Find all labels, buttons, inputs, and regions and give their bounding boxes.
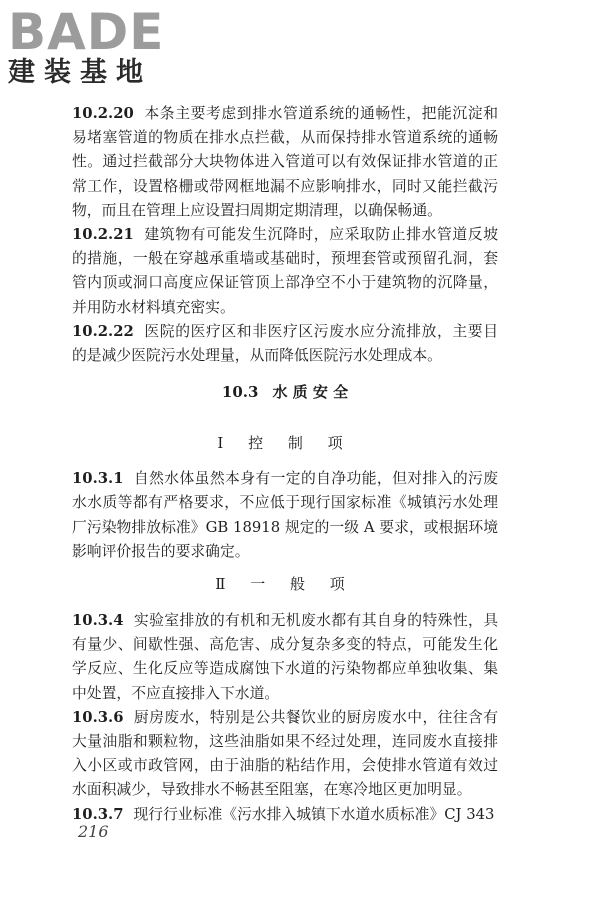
section-heading [72, 380, 498, 404]
clause-number: 10.3.1 [72, 470, 124, 488]
clause-text: 建筑物有可能发生沉降时，应采取防止排水管道反坡的措施，一般在穿越承重墙或基础时，预埋套管或预留孔洞，套管内顶或洞口高度应保证管顶上部净空不小于建筑物的沉降量，并用防水材料填充密实。 [72, 226, 498, 316]
section-number: 10.3 [221, 383, 259, 402]
clause-10-2-21 [72, 223, 498, 320]
logo-subtitle: 建装基地 [8, 57, 152, 88]
clause-text: 实验室排放的有机和无机废水都有其自身的特殊性，具有量少、间歇性强、高危害、成分复杂多变的特点，可能发生化学反应、生化反应等造成腐蚀下水道的污染物都应单独收集、集中处置，不应直接排入下水道。 [72, 612, 498, 702]
clause-text: 医院的医疗区和非医疗区污废水应分流排放，主要目的是减少医院污水处理量，从而降低医院污水处理成本。 [72, 322, 498, 365]
clause-number: 10.2.22 [72, 322, 134, 340]
clause-10-2-20 [72, 102, 498, 223]
clause-10-3-4 [72, 609, 498, 706]
subsection-heading-control: Ⅰ 控 制 项 [217, 434, 353, 453]
clause-text: 厨房废水，特别是公共餐饮业的厨房废水中，往往含有大量油脂和颗粒物，这些油脂如果不经过处理，连同废水直接排入小区或市政管网，由于油脂的粘结作用，会使排水管道有效过水面积减少，导致排水不畅甚至阻塞，在寒冷地区更加明显。 [72, 708, 498, 799]
document-body [72, 102, 498, 827]
section-title: 水 质 安 全 [272, 383, 349, 402]
clause-10-3-7 [72, 803, 498, 827]
clause-10-3-6 [72, 706, 498, 803]
clause-number: 10.3.4 [72, 612, 124, 630]
clause-text: 本条主要考虑到排水管道系统的通畅性，把能沉淀和易堵塞管道的物质在排水点拦截，从而保持排水管道系统的通畅性。通过拦截部分大块物体进入管道可以有效保证排水管道的正常工作，设置格栅或带网框地漏不应影响排水，同时又能拦截污物，而且在管理上应设置扫周期定期清理，以确保畅通。 [72, 105, 498, 219]
clause-10-3-1 [72, 467, 498, 564]
subsection-heading-general: Ⅱ 一 般 项 [215, 575, 355, 594]
clause-number: 10.3.7 [72, 805, 124, 823]
clause-text: 自然水体虽然本身有一定的自净功能，但对排入的污废水水质等都有严格要求，不应低于现行国家标准《城镇污水处理厂污染物排放标准》GB 18918 规定的一级 A 要求，或根据环境影响评价报告的要求确定。 [72, 470, 498, 560]
page-number: 216 [78, 822, 109, 841]
clause-number: 10.3.6 [72, 708, 124, 726]
clause-number: 10.2.21 [72, 226, 134, 244]
logo-wordmark: BADE [8, 3, 165, 61]
clause-text: 现行行业标准《污水排入城镇下水道水质标准》CJ 343 [133, 805, 495, 823]
clause-number: 10.2.20 [72, 105, 134, 122]
site-logo [8, 3, 165, 88]
clause-10-2-22 [72, 320, 498, 368]
